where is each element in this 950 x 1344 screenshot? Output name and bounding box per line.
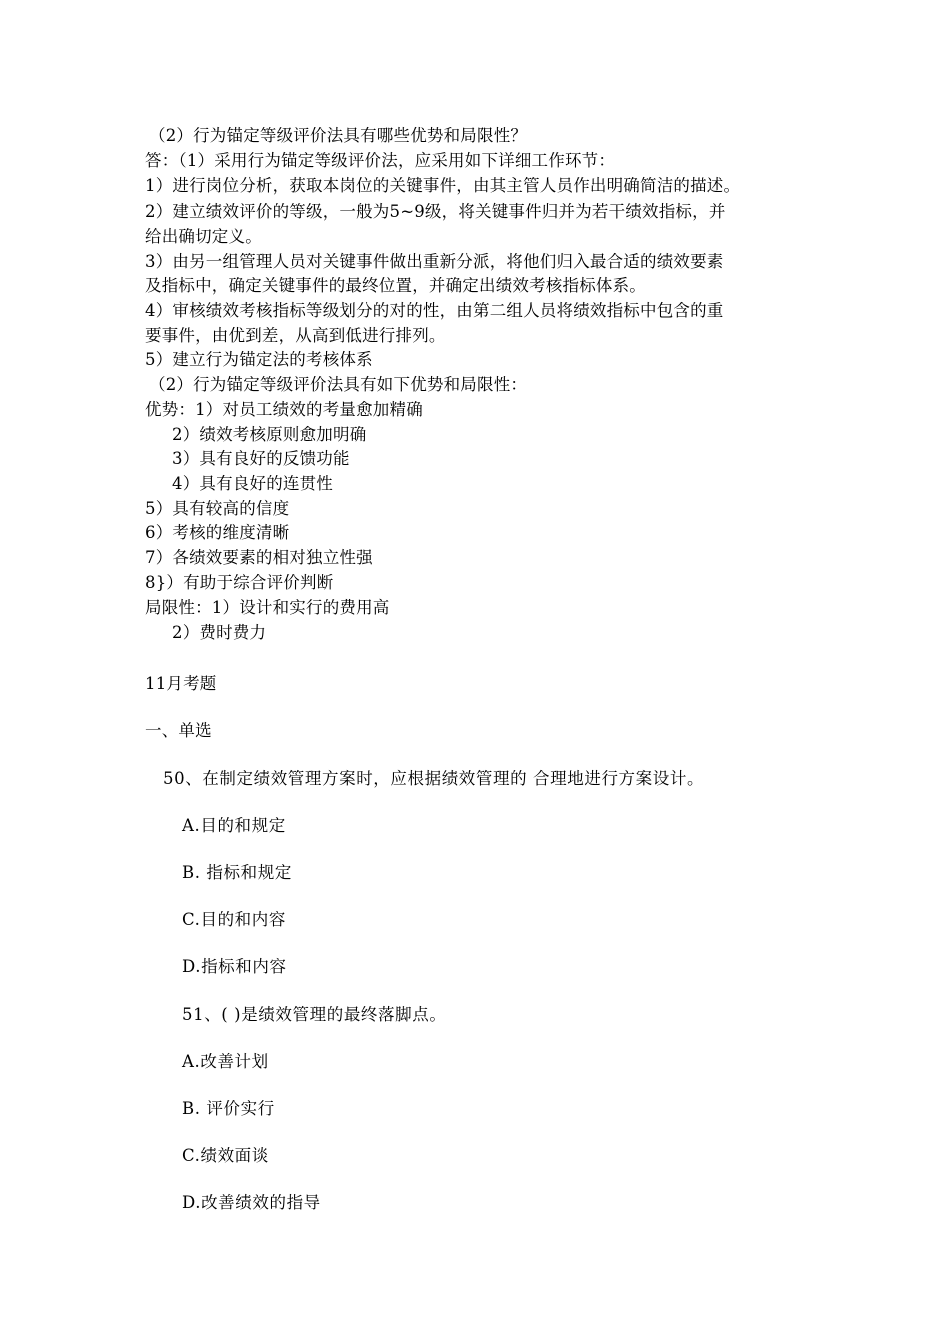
advantage-7: 7）各绩效要素的相对独立性强 [145,548,373,567]
advantage-3: 3）具有良好的反馈功能 [172,449,350,468]
section-heading: 一、单选 [145,721,212,740]
step-2-line-1: 2）建立绩效评价的等级，一般为5~9级，将关键事件归并为若干绩效指标，并 [145,202,726,221]
question-50-stem: 50、在制定绩效管理方案时，应根据绩效管理的 合理地进行方案设计。 [163,769,705,788]
answer-intro: 答：（1）采用行为锚定等级评价法，应采用如下详细工作环节： [145,151,616,170]
step-5: 5）建立行为锚定法的考核体系 [145,350,373,369]
step-4-line-1: 4）审核绩效考核指标等级划分的对的性，由第二组人员将绩效指标中包含的重 [145,301,724,320]
advantage-6: 6）考核的维度清晰 [145,523,290,542]
part-2-intro: （2）行为锚定等级评价法具有如下优势和局限性： [149,375,528,394]
step-1: 1）进行岗位分析，获取本岗位的关键事件，由其主管人员作出明确简洁的描述。 [145,176,741,195]
question-51-option-c: C.绩效面谈 [182,1146,269,1165]
limitation-1: 局限性：1）设计和实行的费用高 [145,598,390,617]
step-4-line-2: 要事件，由优到差，从高到低进行排列。 [145,326,446,345]
question-51-option-a: A.改善计划 [182,1052,269,1071]
exam-heading: 11月考题 [145,674,217,693]
step-3-line-1: 3）由另一组管理人员对关键事件做出重新分派，将他们归入最合适的绩效要素 [145,252,724,271]
limitation-2: 2）费时费力 [172,623,267,642]
question-51-stem: 51、( )是绩效管理的最终落脚点。 [182,1005,447,1024]
question-heading: （2）行为锚定等级评价法具有哪些优势和局限性？ [149,126,528,145]
question-50-option-d: D.指标和内容 [182,957,287,976]
advantage-5: 5）具有较高的信度 [145,499,290,518]
question-50-option-b: B. 指标和规定 [182,863,292,882]
question-50-option-a: A.目的和规定 [182,816,286,835]
advantage-2: 2）绩效考核原则愈加明确 [172,425,367,444]
question-51-option-b: B. 评价实行 [182,1099,275,1118]
question-51-option-d: D.改善绩效的指导 [182,1193,321,1212]
step-3-line-2: 及指标中，确定关键事件的最终位置，并确定出绩效考核指标体系。 [145,276,646,295]
advantage-4: 4）具有良好的连贯性 [172,474,333,493]
advantage-8: 8}）有助于综合评价判断 [145,573,334,592]
advantage-1: 优势：1）对员工绩效的考量愈加精确 [145,400,423,419]
question-50-option-c: C.目的和内容 [182,910,286,929]
step-2-line-2: 给出确切定义。 [145,227,262,246]
